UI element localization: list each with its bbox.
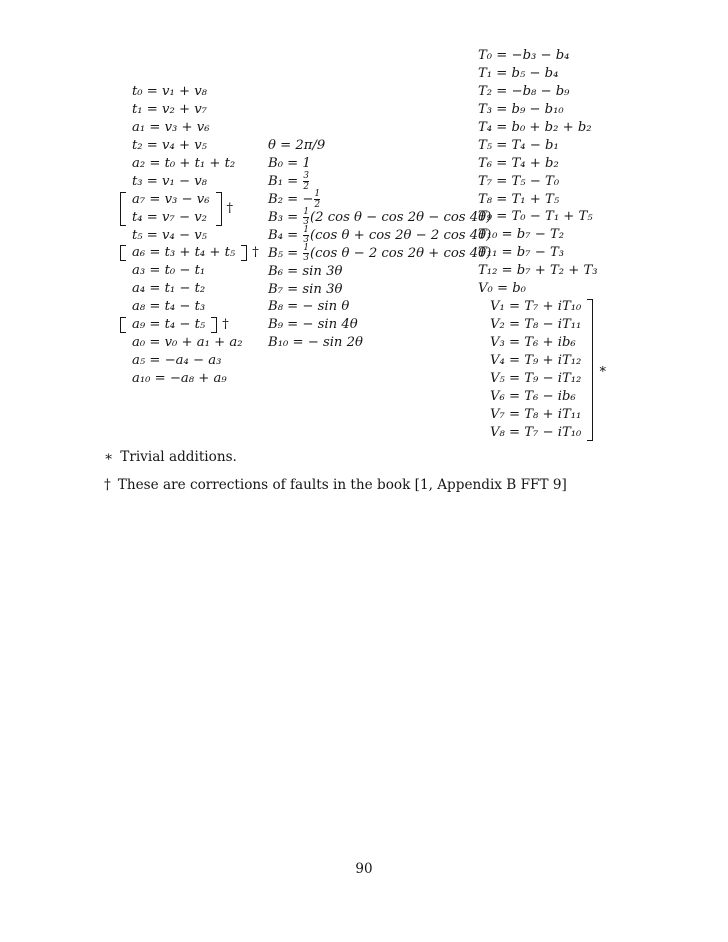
equation-line: a₁₀ = −a₈ + a₉ [132,371,227,387]
right-bracket [211,317,217,333]
equation-line: t₄ = v₇ − v₂ [132,209,207,225]
left-bracket [120,192,126,226]
left-bracket [120,317,126,333]
math-text: B₃ = [268,209,303,225]
right-bracket [216,192,222,226]
equation-line: t₀ = v₁ + v₈ [132,84,207,99]
group-lines [132,191,210,227]
fraction-numerator: 1 [303,225,310,236]
equation-line: V₁ = T₇ + iT₁₀ [490,299,582,315]
equation-line: V₆ = T₆ − ib₆ [490,388,576,404]
bracketed-equation-group [120,244,259,262]
equation-line [268,227,491,245]
equation-line: B₁₀ = − sin 2θ [268,335,363,351]
group-lines [132,244,235,262]
equation-line: T₀ = −b₃ − b₄ [478,48,570,63]
equation-line: T₇ = T₅ − T₀ [478,173,560,189]
equation-column-right [478,47,607,442]
fraction [303,172,309,191]
equation-column-left [132,83,259,388]
footnote-mark: † [222,317,229,333]
fraction [314,190,320,209]
equation-line: a₄ = t₁ − t₂ [132,281,206,297]
equation-line: T₁₀ = b₇ − T₂ [478,227,565,243]
bracketed-equation-group [490,298,607,442]
equation-line: a₅ = −a₄ − a₃ [132,353,222,369]
equation-line [268,173,491,191]
equation-line [268,191,491,209]
footnote-line [104,476,567,494]
equation-line: a₆ = t₃ + t₄ + t₅ [132,245,236,261]
equation-line: B₆ = sin 3θ [268,263,343,279]
equation-line: t₂ = v₄ + v₅ [132,137,207,153]
equation-line: T₄ = b₀ + b₂ + b₂ [478,119,592,135]
footnote-text: These are corrections of faults in the book [1, Appendix B FFT 9] [117,477,567,493]
equation-line: T₈ = T₁ + T₅ [478,191,560,207]
fraction [303,244,309,263]
fraction-numerator: 1 [303,207,310,218]
equation-line: V₇ = T₈ + iT₁₁ [490,406,582,422]
footnote-mark: † [226,200,233,216]
fraction-denominator: 3 [303,235,310,246]
equation-line: a₁ = v₃ + v₆ [132,119,210,135]
math-text: (cos θ + cos 2θ − 2 cos 4θ) [310,227,492,243]
math-text: (cos θ − 2 cos 2θ + cos 4θ) [310,245,492,261]
equation-line: a₀ = v₀ + a₁ + a₂ [132,335,243,351]
equation-line: a₈ = t₄ − t₃ [132,299,206,315]
equation-line: T₁ = b₅ − b₄ [478,65,559,81]
math-text: B₂ = − [268,191,314,207]
fraction-numerator: 1 [314,189,321,200]
equation-line: V₃ = T₆ + ib₆ [490,335,576,350]
equation-line: θ = 2π/9 [268,138,326,153]
fraction-numerator: 3 [303,171,310,182]
equation-line: a₃ = t₀ − t₁ [132,263,206,279]
bracketed-equation-group [120,191,259,227]
math-text: B₄ = [268,227,303,243]
equation-line: t₅ = v₄ − v₅ [132,227,207,243]
footnote-text: Trivial additions. [120,449,237,465]
bracketed-equation-group [120,316,259,334]
equation-line: V₈ = T₇ − iT₁₀ [490,424,582,440]
footnote-marker: ∗ [104,449,114,465]
fraction-denominator: 3 [303,217,310,228]
footnotes [104,448,567,504]
equation-line: T₁₁ = b₇ − T₃ [478,245,565,261]
equation-line: t₁ = v₂ + v₇ [132,101,207,117]
right-bracket [587,299,593,441]
equation-column-middle [268,137,491,352]
equation-line: T₂ = −b₈ − b₉ [478,83,570,99]
math-text: (2 cos θ − cos 2θ − cos 4θ) [310,209,492,225]
equation-line: B₉ = − sin 4θ [268,317,358,333]
equation-line: a₉ = t₄ − t₅ [132,317,206,333]
footnote-line [104,448,567,466]
math-text: B₅ = [268,245,303,261]
equation-line: V₂ = T₈ − iT₁₁ [490,317,582,333]
left-bracket [120,245,126,261]
math-text: B₁ = [268,173,303,189]
equation-line [268,245,491,263]
fraction-denominator: 2 [303,181,310,192]
equation-line: B₀ = 1 [268,155,311,171]
fraction-denominator: 2 [314,199,321,210]
equation-line: B₇ = sin 3θ [268,281,343,297]
footnote-mark: † [252,245,259,261]
equation-line: T₅ = T₄ − b₁ [478,137,559,153]
equation-line: V₄ = T₉ + iT₁₂ [490,352,582,368]
equation-line: t₃ = v₁ − v₈ [132,173,207,189]
footnote-marker: † [104,477,111,493]
group-lines [490,298,581,442]
equation-line: a₇ = v₃ − v₆ [132,191,210,207]
fraction-numerator: 1 [303,243,310,254]
equation-line: T₆ = T₄ + b₂ [478,155,559,171]
equation-line: a₂ = t₀ + t₁ + t₂ [132,155,236,171]
equation-line: B₈ = − sin θ [268,299,350,315]
equation-line: T₁₂ = b₇ + T₂ + T₃ [478,263,598,279]
page-number: 90 [355,861,373,877]
equation-line [268,209,491,227]
footnote-mark: ∗ [598,361,608,377]
equation-line: V₀ = b₀ [478,281,526,297]
group-lines [132,316,205,334]
equation-line: V₅ = T₉ − iT₁₂ [490,370,582,386]
right-bracket [241,245,247,261]
equation-line: T₉ = T₀ − T₁ + T₅ [478,209,593,225]
fraction-denominator: 3 [303,253,310,264]
equation-line: T₃ = b₉ − b₁₀ [478,101,564,117]
